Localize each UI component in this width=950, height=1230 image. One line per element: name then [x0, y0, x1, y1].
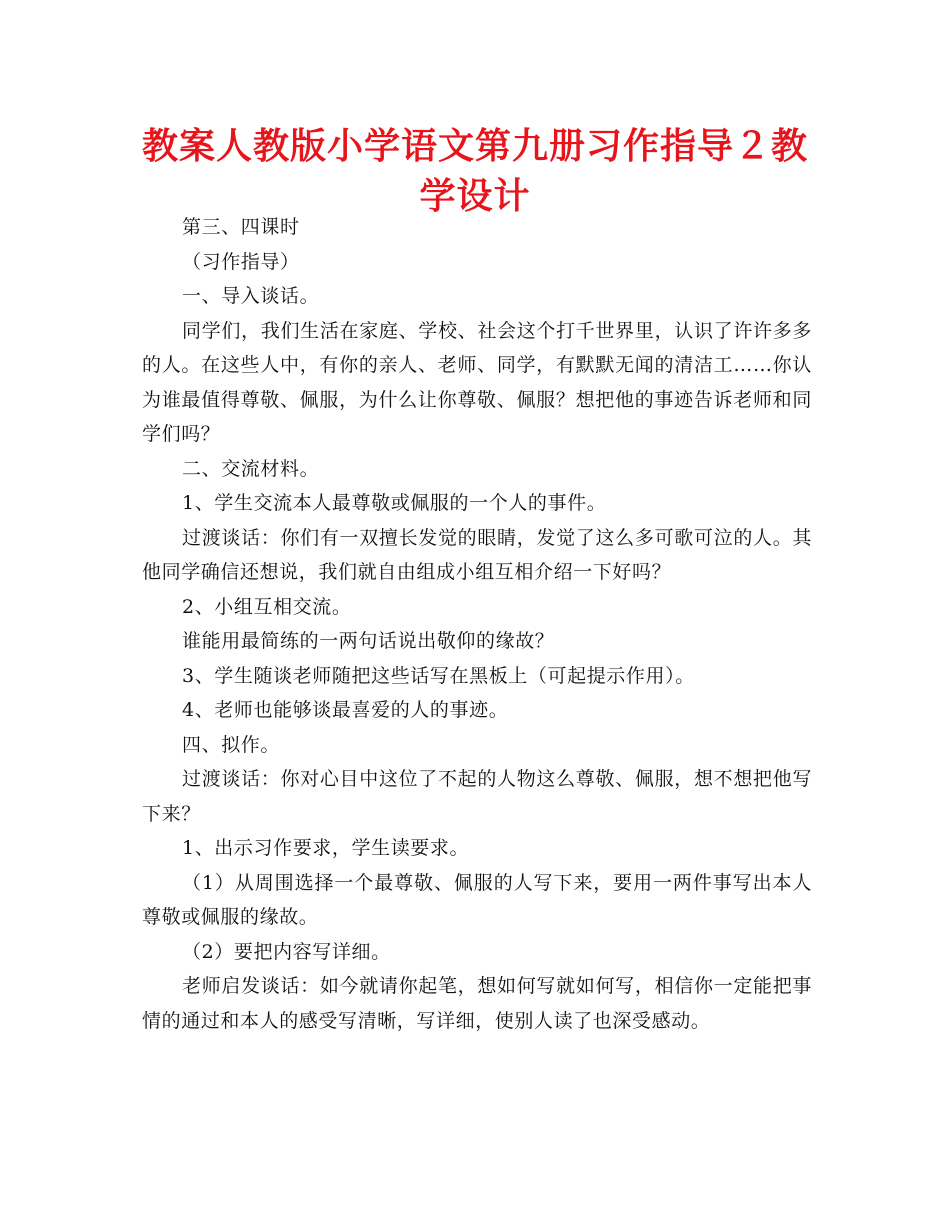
paragraph-intro-talk: 同学们，我们生活在家庭、学校、社会这个打千世界里，认识了许许多多的人。在这些人中，有你的亲人、老师、同学，有默默无闻的清洁工……你认为谁最值得尊敬、佩服，为什么让你尊敬、佩服？想把他的事迹告诉老师和同学们吗？: [142, 319, 812, 445]
document-body: [142, 210, 812, 1038]
paragraph-step-2: 2、小组互相交流。: [182, 595, 352, 618]
section-heading-exchange: 二、交流材料。: [182, 457, 320, 480]
paragraph-teacher-prompt: 老师启发谈话：如今就请你起笔，想如何写就如何写，相信你一定能把事情的通过和本人的感受写清晰，写详细，使别人读了也深受感动。: [142, 975, 812, 1032]
section-heading-intro: 一、导入谈话。: [182, 285, 320, 307]
paragraph-requirement-2: （2）要把内容写详细。: [182, 940, 391, 963]
paragraph-step-1: 1、学生交流本人最尊敬或佩服的一个人的事件。: [182, 492, 607, 514]
document-title: 教案人教版小学语文第九册习作指导２教学设计: [141, 126, 808, 217]
paragraph-requirements: 1、出示习作要求，学生读要求。: [182, 837, 470, 859]
paragraph-transition-2: 过渡谈话：你对心目中这位了不起的人物这么尊敬、佩服，想不想把他写下来？: [142, 768, 812, 825]
section-heading-draft: 四、拟作。: [182, 733, 281, 756]
paragraph-step-3: 3、学生随谈老师随把这些话写在黑板上（可起提示作用）。: [182, 664, 695, 687]
paragraph-step-4: 4、老师也能够谈最喜爱的人的事迹。: [182, 699, 509, 721]
paragraph-question: 谁能用最简练的一两句话说出敬仰的缘故？: [182, 630, 555, 652]
paragraph-requirement-1: （1）从周围选择一个最尊敬、佩服的人写下来，要用一两件事写出本人尊敬或佩服的缘故。: [142, 871, 812, 928]
paragraph-subtitle: （习作指导）: [182, 250, 300, 273]
paragraph-lesson-period: 第三、四课时: [182, 216, 300, 238]
paragraph-transition-1: 过渡谈话：你们有一双擅长发觉的眼睛，发觉了这么多可歌可泣的人。其他同学确信还想说，我们就自由组成小组互相介绍一下好吗？: [142, 526, 812, 583]
